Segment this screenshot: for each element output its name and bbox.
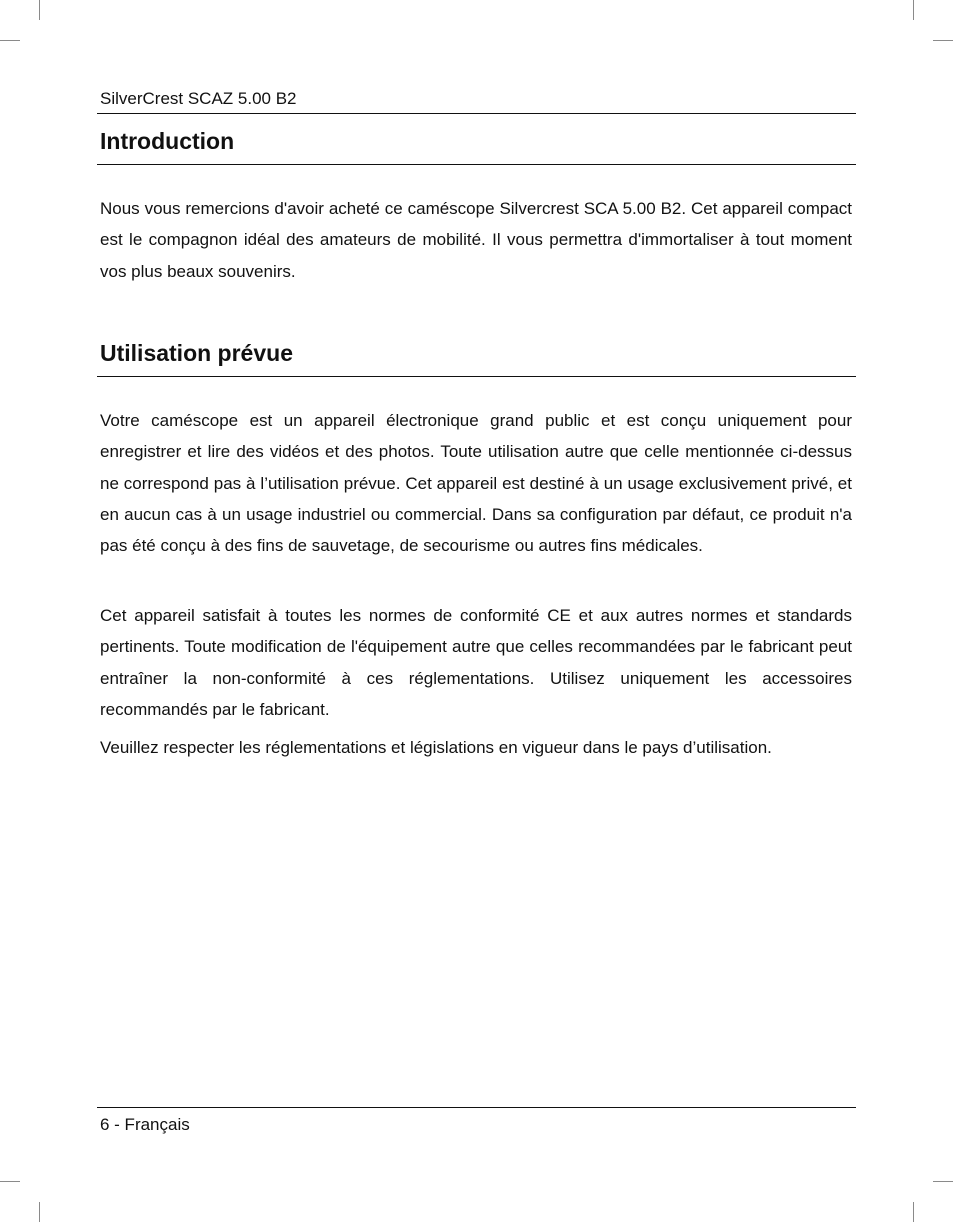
paragraph-intended-use-3: Veuillez respecter les réglementations et législations en vigueur dans le pays d’utilisation. — [100, 738, 772, 757]
section-rule-introduction — [97, 164, 856, 165]
crop-mark-top-right-vertical — [913, 0, 914, 20]
crop-mark-bottom-right-horizontal — [933, 1181, 953, 1182]
paragraph-intended-use-1: Votre caméscope est un appareil électronique grand public et est conçu uniquement pour enregistrer et lire des vidéos et des photos. Toute utilisation autre que celle mentionnée ci-dessus ne correspond pas à l’utilisation prévue. Cet appareil est destiné à un usage exclusivement privé, et en aucun cas à un usage industriel ou commercial. Dans sa configuration par défaut, ce produit n'a pas été conçu à des fins de sauvetage, de secourisme ou autres fins médicales. — [100, 411, 852, 556]
footer-rule — [97, 1107, 856, 1108]
section-title-introduction: Introduction — [100, 128, 235, 154]
paragraph-introduction: Nous vous remercions d'avoir acheté ce caméscope Silvercrest SCA 5.00 B2. Cet appareil compact est le compagnon idéal des amateurs de mobilité. Il vous permettra d'immortaliser à tout moment vos plus beaux souvenirs. — [100, 199, 852, 281]
section-rule-intended-use — [97, 376, 856, 377]
crop-mark-top-left-vertical — [39, 0, 40, 20]
header-rule — [97, 113, 856, 114]
paragraph-intended-use-2: Cet appareil satisfait à toutes les normes de conformité CE et aux autres normes et standards pertinents. Toute modification de l'équipement autre que celles recommandées par le fabricant peut entraîner la non-conformité à ces réglementations. Utilisez uniquement les accessoires recommandés par le fabricant. — [100, 606, 852, 719]
crop-mark-bottom-right-vertical — [913, 1202, 914, 1222]
crop-mark-top-left-horizontal — [0, 40, 20, 41]
crop-mark-top-right-horizontal — [933, 40, 953, 41]
crop-mark-bottom-left-vertical — [39, 1202, 40, 1222]
crop-mark-bottom-left-horizontal — [0, 1181, 20, 1182]
page-number: 6 - Français — [100, 1115, 190, 1134]
running-header: SilverCrest SCAZ 5.00 B2 — [100, 89, 297, 108]
section-title-intended-use: Utilisation prévue — [100, 340, 293, 366]
